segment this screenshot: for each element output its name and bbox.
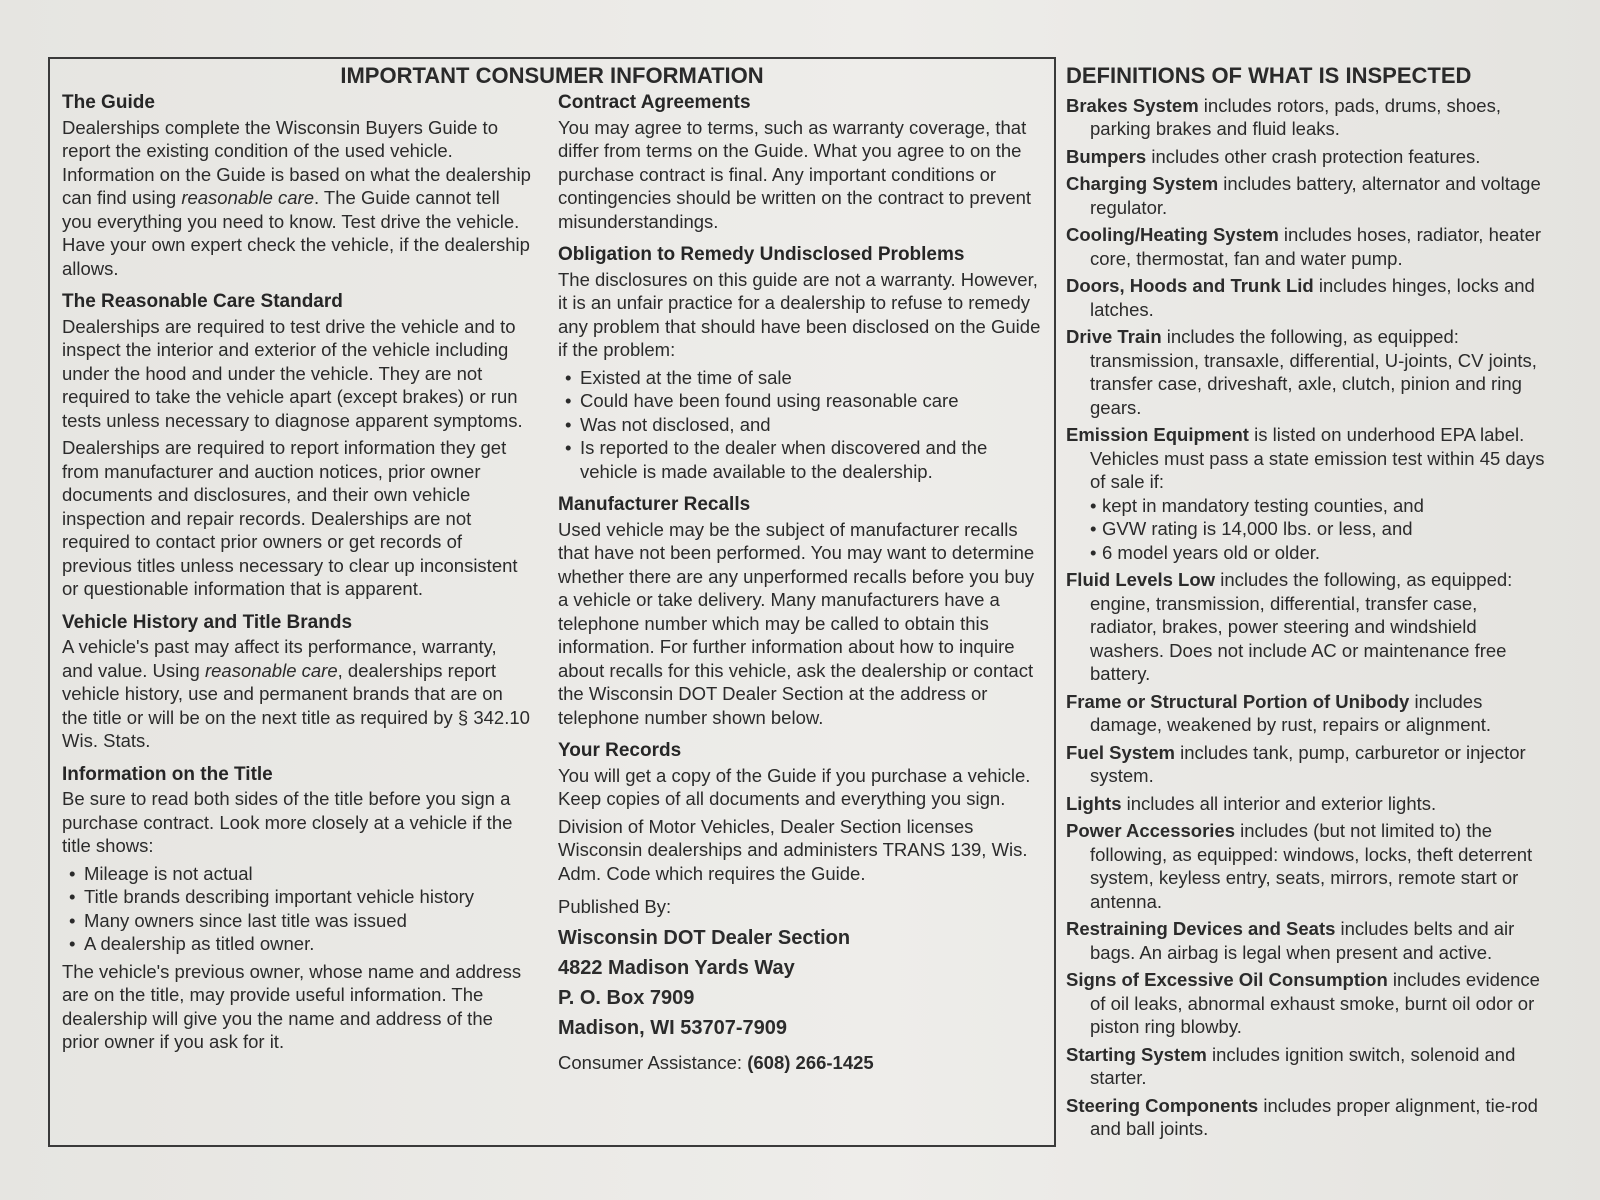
definition-text: includes ignition switch, solenoid and starter. [1090, 1043, 1516, 1088]
definition-term: Steering Components [1066, 1094, 1259, 1116]
definition-term: Fluid Levels Low [1066, 569, 1216, 590]
consumer-assistance [558, 1051, 1048, 1075]
middle-column [558, 91, 1048, 1084]
definition-term: Emission Equipment [1066, 424, 1249, 445]
definition-text: includes belts and air bags. An airbag is legal when present and active. [1090, 918, 1515, 963]
definition-term: Lights [1066, 792, 1122, 814]
consumer-assistance-label: Consumer Assistance: [558, 1051, 748, 1073]
definition-text: includes the following, as equipped: transmission, transaxle, differential, U-joints, CV joints, transfer case, driveshaft, axle, clutch, pinion and ring gears. [1090, 326, 1537, 418]
reasonable-care-para-1: Dealerships are required to test drive the vehicle and to inspect the interior and exterior of the vehicle including under the hood and under the vehicle. They are not required to take the vehicle apart (except brakes) or run tests unless necessary to diagnose apparent symptoms. [62, 315, 523, 431]
contract-heading: Contract Agreements [558, 92, 751, 113]
obligation-intro: The disclosures on this guide are not a warranty. However, it is an unfair practice for a dealership to refuse to remedy any problem that should have been disclosed on the Guide if the problem: [558, 268, 1041, 360]
consumer-info-title: IMPORTANT CONSUMER INFORMATION [340, 63, 764, 88]
reasonable-care-section [62, 290, 532, 601]
definition-term: Doors, Hoods and Trunk Lid [1066, 275, 1314, 296]
list-item: • GVW rating is 14,000 lbs. or less, and [1090, 517, 1546, 541]
publisher-city: Madison, WI 53707-7909 [558, 1016, 787, 1039]
guide-text-part: Dealerships complete the Wisconsin Buyers Guide to report the existing condition of the used vehicle. Information on the Guide is based on what the dealership can find using [62, 116, 531, 208]
definition-item [1066, 172, 1546, 219]
left-column [62, 91, 532, 1064]
definition-term: Frame or Structural Portion of Unibody [1066, 690, 1410, 712]
list-item: • Existed at the time of sale [558, 366, 1048, 390]
list-item: • Title brands describing important vehicle history [62, 885, 532, 909]
definition-term: Fuel System [1066, 741, 1175, 763]
definition-term: Cooling/Heating System [1066, 224, 1279, 245]
consumer-assistance-phone: (608) 266-1425 [747, 1051, 874, 1073]
definition-text: includes all interior and exterior lights. [1121, 792, 1437, 814]
published-section [558, 895, 1048, 1074]
definitions-panel [1066, 64, 1546, 1145]
obligation-bullets [558, 366, 1048, 484]
definition-term: Drive Train [1066, 326, 1162, 347]
definition-item [1066, 917, 1546, 964]
title-info-section [62, 763, 532, 1054]
title-info-intro: Be sure to read both sides of the title before you sign a purchase contract. Look more closely at a vehicle if the title shows: [62, 788, 513, 856]
definition-term: Restraining Devices and Seats [1066, 918, 1336, 939]
history-text [62, 635, 532, 753]
definition-text: includes battery, alternator and voltage regulator. [1090, 173, 1541, 218]
title-info-heading: Information on the Title [62, 763, 273, 785]
definition-text: includes evidence of oil leaks, abnormal exhaust smoke, burnt oil odor or piston ring blowby. [1090, 969, 1540, 1037]
guide-text-emphasis: reasonable care [181, 187, 314, 208]
definition-text: is listed on underhood EPA label. Vehicles must pass a state emission test within 45 days of sale if: [1090, 424, 1545, 492]
list-item: • kept in mandatory testing counties, and [1090, 494, 1546, 518]
guide-section [62, 91, 532, 280]
definition-term: Charging System [1066, 173, 1219, 194]
title-info-bullets [62, 862, 532, 956]
definition-text: includes tank, pump, carburetor or injector system. [1090, 741, 1526, 786]
reasonable-care-heading: The Reasonable Care Standard [62, 291, 343, 312]
history-text-part: A vehicle's past may affect its performance, warranty, and value. Using [62, 636, 497, 681]
publisher-name: Wisconsin DOT Dealer Section [558, 926, 851, 949]
definition-text: includes (but not limited to) the following, as equipped: windows, locks, theft deterrent system, keyless entry, seats, mirrors, remote start or antenna. [1090, 820, 1533, 912]
contract-text: You may agree to terms, such as warranty coverage, that differ from terms on the Guide. What you agree to on the purchase contract is final. Any important conditions or contingencies should be written on the contract to prevent misunderstandings. [558, 116, 1032, 232]
published-label: Published By: [558, 896, 672, 917]
recalls-text: Used vehicle may be the subject of manufacturer recalls that have not been performed. You may want to determine whether there are any unperformed recalls before you buy a vehicle or take delivery. Many manufacturers have a telephone number which may be called to obtain this information. For further information about how to inquire about recalls for this vehicle, ask the dealership or contact the Wisconsin DOT Dealer Section at the address or telephone number shown below. [558, 518, 1035, 728]
history-text-part: , dealerships report vehicle history, use and permanent brands that are on the title or will be on the next title as required by § 342.10 Wis. Stats. [62, 659, 530, 751]
definition-term: Brakes System [1066, 94, 1199, 116]
definition-item [1066, 94, 1546, 141]
emission-conditions [1090, 494, 1546, 565]
guide-heading: The Guide [62, 92, 155, 113]
records-para-1: You will get a copy of the Guide if you purchase a vehicle. Keep copies of all documents and everything you sign. [558, 764, 1031, 809]
definition-item [1066, 568, 1546, 686]
definition-text: includes other crash protection features. [1146, 145, 1481, 167]
definition-text: includes hoses, radiator, heater core, thermostat, fan and water pump. [1090, 224, 1542, 269]
definition-text: includes damage, weakened by rust, repairs or alignment. [1090, 690, 1492, 735]
definition-item [1066, 274, 1546, 321]
definition-text: includes proper alignment, tie-rod and ball joints. [1090, 1094, 1538, 1139]
reasonable-care-para-2: Dealerships are required to report information they get from manufacturer and auction notices, prior owner documents and disclosures, and their own vehicle inspection and repair records. Dealerships are not required to contact prior owners or get records of previous titles unless necessary to clear up inconsistent or questionable information that is apparent. [62, 437, 518, 599]
definition-item [1066, 1043, 1546, 1090]
history-text-emphasis: reasonable care [204, 659, 338, 681]
obligation-section [558, 243, 1048, 483]
contract-section [558, 91, 1048, 233]
publisher-po-box: P. O. Box 7909 [558, 986, 695, 1009]
guide-text [62, 116, 532, 281]
definition-item [1066, 1094, 1546, 1141]
list-item: • Many owners since last title was issued [62, 909, 532, 933]
definition-item [1066, 792, 1546, 816]
definition-term: Power Accessories [1066, 820, 1235, 841]
definition-text: includes hinges, locks and latches. [1090, 275, 1535, 320]
definition-term: Starting System [1066, 1043, 1207, 1065]
list-item: • Was not disclosed, and [558, 413, 1048, 437]
definitions-title: DEFINITIONS OF WHAT IS INSPECTED [1066, 63, 1472, 88]
definition-item [1066, 423, 1546, 564]
definition-item [1066, 968, 1546, 1039]
definition-term: Bumpers [1066, 145, 1147, 167]
definition-text: includes the following, as equipped: engine, transmission, differential, transfer case, radiator, brakes, power steering and windshield washers. Does not include AC or maintenance free battery. [1090, 569, 1513, 684]
definition-item [1066, 325, 1546, 419]
guide-text-part: . The Guide cannot tell you everything you need to know. Test drive the vehicle. Have your own expert check the vehicle, if the dealership allows. [62, 187, 530, 279]
list-item: • Could have been found using reasonable care [558, 389, 1048, 413]
consumer-info-box [48, 57, 1056, 1147]
records-section [558, 739, 1048, 885]
definition-item [1066, 690, 1546, 737]
records-heading: Your Records [558, 740, 682, 761]
history-section [62, 611, 532, 753]
list-item: • A dealership as titled owner. [62, 932, 532, 956]
list-item: • 6 model years old or older. [1090, 541, 1546, 565]
list-item: • Mileage is not actual [62, 862, 532, 886]
definition-item [1066, 223, 1546, 270]
definition-item [1066, 741, 1546, 788]
history-heading: Vehicle History and Title Brands [62, 611, 353, 633]
definition-term: Signs of Excessive Oil Consumption [1066, 969, 1388, 990]
obligation-heading: Obligation to Remedy Undisclosed Problems [558, 244, 965, 265]
records-para-2: Division of Motor Vehicles, Dealer Section licenses Wisconsin dealerships and administers TRANS 139, Wis. Adm. Code which requires the Guide. [558, 815, 1028, 884]
definition-item [1066, 819, 1546, 913]
recalls-section [558, 493, 1048, 729]
recalls-heading: Manufacturer Recalls [558, 494, 751, 515]
definition-item [1066, 145, 1546, 169]
title-info-closing: The vehicle's previous owner, whose name and address are on the title, may provide useful information. The dealership will give you the name and address of the prior owner if you ask for it. [62, 960, 522, 1052]
publisher-street: 4822 Madison Yards Way [558, 956, 795, 979]
definition-text: includes rotors, pads, drums, shoes, parking brakes and fluid leaks. [1090, 94, 1501, 139]
list-item: • Is reported to the dealer when discovered and the vehicle is made available to the dealership. [558, 436, 1048, 483]
